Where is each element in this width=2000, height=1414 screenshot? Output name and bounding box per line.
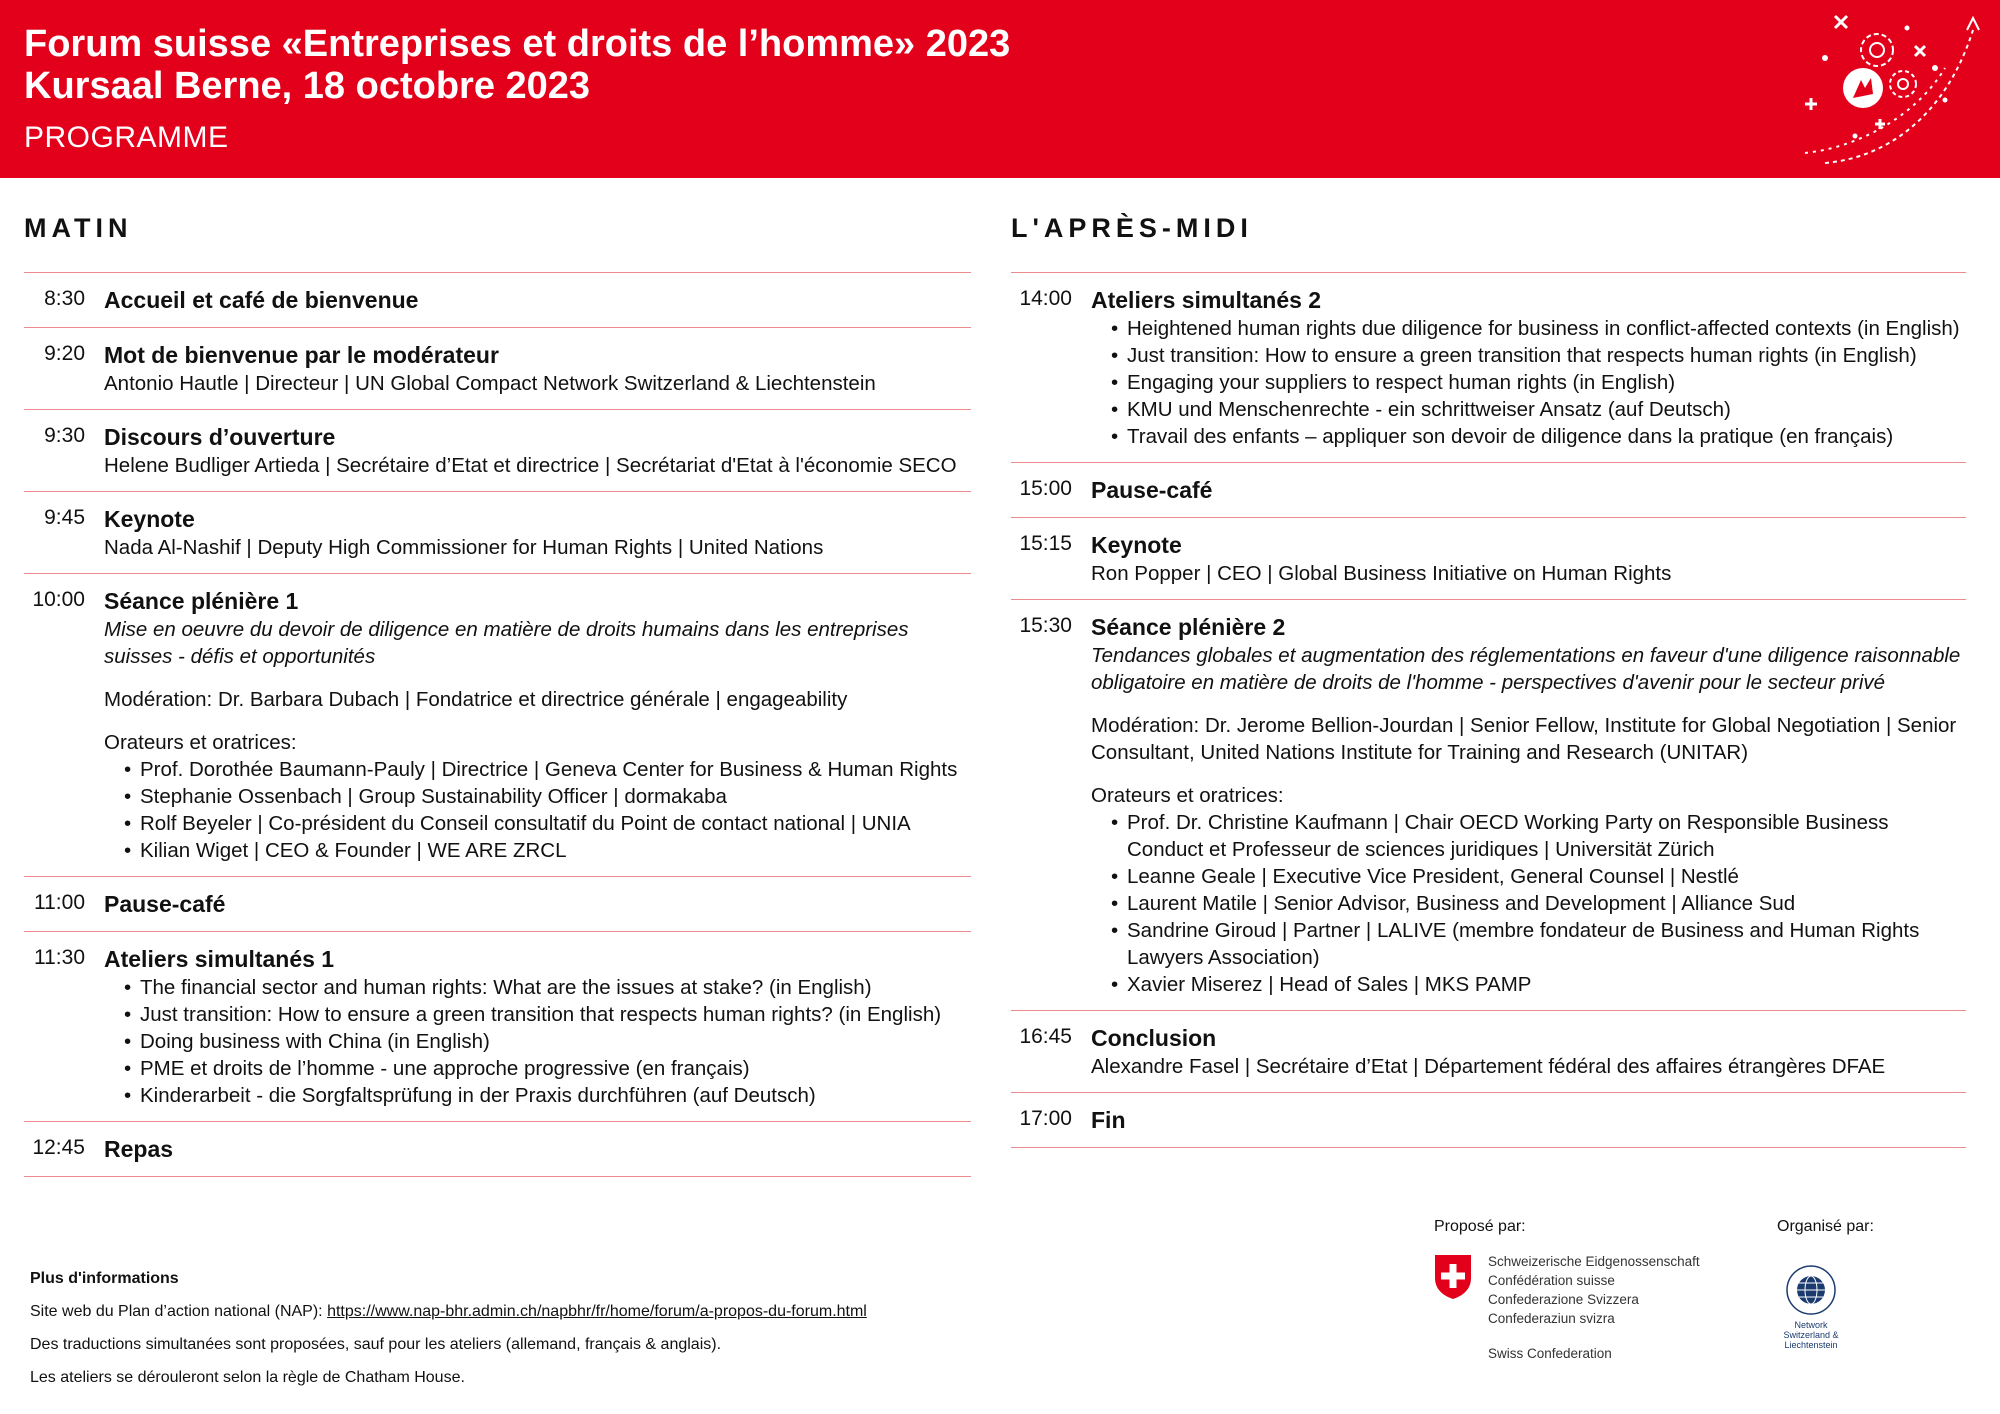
agenda-time: 11:00 <box>34 891 85 914</box>
agenda-row <box>24 327 971 409</box>
agenda-row <box>24 1121 971 1177</box>
session-moderation: Modération: Dr. Jerome Bellion-Jourdan | Senior Fellow, Institute for Global Negotiation | Senior Consultant, United Nations Institute for Training and Research (UNITAR) <box>1091 714 1957 764</box>
speaker-item: • Prof. Dr. Christine Kaufmann | Chair OECD Working Party on Responsible Business Conduct et Professeur de sciences juridiques | Universität Zürich <box>1111 809 1966 863</box>
agenda-speaker: Ron Popper | CEO | Global Business Initiative on Human Rights <box>1091 562 1672 585</box>
more-info-section <box>30 1262 867 1394</box>
header-banner <box>0 0 2000 178</box>
afternoon-heading: L'APRÈS-MIDI <box>1011 213 1253 243</box>
agenda-row <box>1011 272 1966 462</box>
swiss-name-de: Schweizerische Eidgenossenschaft <box>1488 1254 1700 1269</box>
agenda-title: Pause-café <box>1091 477 1213 503</box>
agenda-title: Mot de bienvenue par le modérateur <box>104 342 499 368</box>
agenda-title: Séance plénière 2 <box>1091 614 1286 640</box>
workshop-item: • Kinderarbeit - die Sorgfaltsprüfung in der Praxis durchführen (auf Deutsch) <box>124 1082 971 1109</box>
website-line <box>30 1295 867 1328</box>
afternoon-column <box>1011 210 1966 1148</box>
workshop-item: • Just transition: How to ensure a green transition that respects human rights? (in English) <box>124 1001 971 1028</box>
agenda-time: 9:20 <box>44 342 85 365</box>
workshop-item: • The financial sector and human rights: What are the issues at stake? (in English) <box>124 974 971 1001</box>
agenda-title: Accueil et café de bienvenue <box>104 287 419 313</box>
agenda-time: 14:00 <box>1019 287 1072 310</box>
gears-hand-logo-icon <box>1795 8 1985 173</box>
speaker-item: • Leanne Geale | Executive Vice President, General Counsel | Nestlé <box>1111 863 1966 890</box>
agenda-time: 15:00 <box>1019 477 1072 500</box>
agenda-title: Ateliers simultanés 1 <box>104 946 335 972</box>
speakers-list <box>104 756 971 864</box>
speaker-item: • Sandrine Giroud | Partner | LALIVE (membre fondateur de Business and Human Rights Lawyers Association) <box>1111 917 1966 971</box>
speakers-list <box>1091 809 1966 998</box>
more-info-heading: Plus d'informations <box>30 1270 179 1287</box>
agenda-title: Keynote <box>1091 532 1182 558</box>
session-subtitle: Mise en oeuvre du devoir de diligence en matière de droits humains dans les entreprises suisses - défis et opportunités <box>104 618 909 668</box>
agenda-time: 9:30 <box>44 424 85 447</box>
agenda-title: Fin <box>1091 1107 1126 1133</box>
organised-by-label: Organisé par: <box>1777 1218 1874 1235</box>
ungc-caption: Network Switzerland & Liechtenstein <box>1783 1320 1839 1350</box>
workshop-item: • Just transition: How to ensure a green transition that respects human rights (in English) <box>1111 342 1966 369</box>
workshop-item: • Heightened human rights due diligence for business in conflict-affected contexts (in English) <box>1111 315 1966 342</box>
agenda-row <box>24 876 971 931</box>
agenda-row <box>1011 517 1966 599</box>
agenda-title: Ateliers simultanés 2 <box>1091 287 1322 313</box>
page-subtitle: PROGRAMME <box>24 121 229 154</box>
morning-column <box>24 210 971 1177</box>
page-venue-date: Kursaal Berne, 18 octobre 2023 <box>24 65 591 107</box>
agenda-title: Repas <box>104 1136 174 1162</box>
agenda-title: Pause-café <box>104 891 226 917</box>
proposed-by-label: Proposé par: <box>1434 1218 1526 1235</box>
chatham-note: Les ateliers se dérouleront selon la règle de Chatham House. <box>30 1369 465 1386</box>
morning-heading: MATIN <box>24 213 133 243</box>
agenda-row <box>24 573 971 876</box>
agenda-time: 12:45 <box>32 1136 85 1159</box>
agenda-title: Keynote <box>104 506 195 532</box>
workshop-item: • Doing business with China (in English) <box>124 1028 971 1055</box>
agenda-row <box>24 272 971 327</box>
agenda-row <box>24 491 971 573</box>
agenda-speaker: Alexandre Fasel | Secrétaire d’Etat | Département fédéral des affaires étrangères DFAE <box>1091 1055 1886 1078</box>
swiss-confederation-logo <box>1434 1254 1734 1364</box>
workshop-item: • Travail des enfants – appliquer son devoir de diligence dans la pratique (en français) <box>1111 423 1966 450</box>
agenda-row <box>1011 1010 1966 1092</box>
agenda-time: 11:30 <box>34 946 85 969</box>
website-label: Site web du Plan d’action national (NAP): <box>30 1303 328 1320</box>
speaker-item: • Stephanie Ossenbach | Group Sustainability Officer | dormakaba <box>124 783 971 810</box>
translations-note: Des traductions simultanées sont proposées, sauf pour les ateliers (allemand, français & anglais). <box>30 1336 722 1353</box>
swiss-name-it: Confederazione Svizzera <box>1488 1292 1639 1307</box>
agenda-time: 17:00 <box>1019 1107 1072 1130</box>
agenda-row <box>1011 1092 1966 1148</box>
page-title: Forum suisse «Entreprises et droits de l’homme» 2023 <box>24 23 1011 65</box>
website-link[interactable]: https://www.nap-bhr.admin.ch/napbhr/fr/home/forum/a-propos-du-forum.html <box>327 1303 867 1320</box>
agenda-row <box>1011 599 1966 1010</box>
speakers-label: Orateurs et oratrices: <box>104 731 297 754</box>
workshops-list <box>104 974 971 1109</box>
speaker-item: • Xavier Miserez | Head of Sales | MKS PAMP <box>1111 971 1966 998</box>
session-subtitle: Tendances globales et augmentation des réglementations en faveur d'une diligence raisonnable obligatoire en matière de droits de l'homme - perspectives d'avenir pour le secteur privé <box>1091 644 1961 694</box>
agenda-time: 15:30 <box>1019 614 1072 637</box>
speaker-item: • Laurent Matile | Senior Advisor, Business and Development | Alliance Sud <box>1111 890 1966 917</box>
agenda-time: 8:30 <box>44 287 85 310</box>
agenda-time: 9:45 <box>44 506 85 529</box>
agenda-title: Discours d’ouverture <box>104 424 336 450</box>
agenda-row <box>1011 462 1966 517</box>
speaker-item: • Rolf Beyeler | Co-président du Conseil consultatif du Point de contact national | UNIA <box>124 810 971 837</box>
workshop-item: • KMU und Menschenrechte - ein schrittweiser Ansatz (auf Deutsch) <box>1111 396 1966 423</box>
agenda-speaker: Antonio Hautle | Directeur | UN Global Compact Network Switzerland & Liechtenstein <box>104 372 876 395</box>
workshop-item: • Engaging your suppliers to respect human rights (in English) <box>1111 369 1966 396</box>
swiss-names <box>1488 1252 1700 1328</box>
speaker-item: • Prof. Dorothée Baumann-Pauly | Directrice | Geneva Center for Business & Human Rights <box>124 756 971 783</box>
speakers-label: Orateurs et oratrices: <box>1091 784 1284 807</box>
workshops-list <box>1091 315 1966 450</box>
agenda-row <box>24 931 971 1121</box>
agenda-time: 16:45 <box>1019 1025 1072 1048</box>
swiss-name-fr: Confédération suisse <box>1488 1273 1615 1288</box>
un-global-compact-logo <box>1778 1262 1848 1352</box>
agenda-time: 15:15 <box>1019 532 1072 555</box>
swiss-shield-icon <box>1434 1254 1472 1300</box>
agenda-speaker: Nada Al-Nashif | Deputy High Commissioner for Human Rights | United Nations <box>104 536 824 559</box>
session-moderation: Modération: Dr. Barbara Dubach | Fondatrice et directrice générale | engageability <box>104 688 848 711</box>
agenda-title: Conclusion <box>1091 1025 1217 1051</box>
speaker-item: • Kilian Wiget | CEO & Founder | WE ARE ZRCL <box>124 837 971 864</box>
swiss-name-rm: Confederaziun svizra <box>1488 1311 1615 1326</box>
workshop-item: • PME et droits de l’homme - une approche progressive (en français) <box>124 1055 971 1082</box>
agenda-time: 10:00 <box>32 588 85 611</box>
agenda-row <box>24 409 971 491</box>
un-globe-icon <box>1778 1262 1844 1320</box>
agenda-title: Séance plénière 1 <box>104 588 299 614</box>
agenda-speaker: Helene Budliger Artieda | Secrétaire d’Etat et directrice | Secrétariat d'Etat à l'économie SECO <box>104 454 957 477</box>
swiss-confederation-en: Swiss Confederation <box>1488 1346 1612 1361</box>
